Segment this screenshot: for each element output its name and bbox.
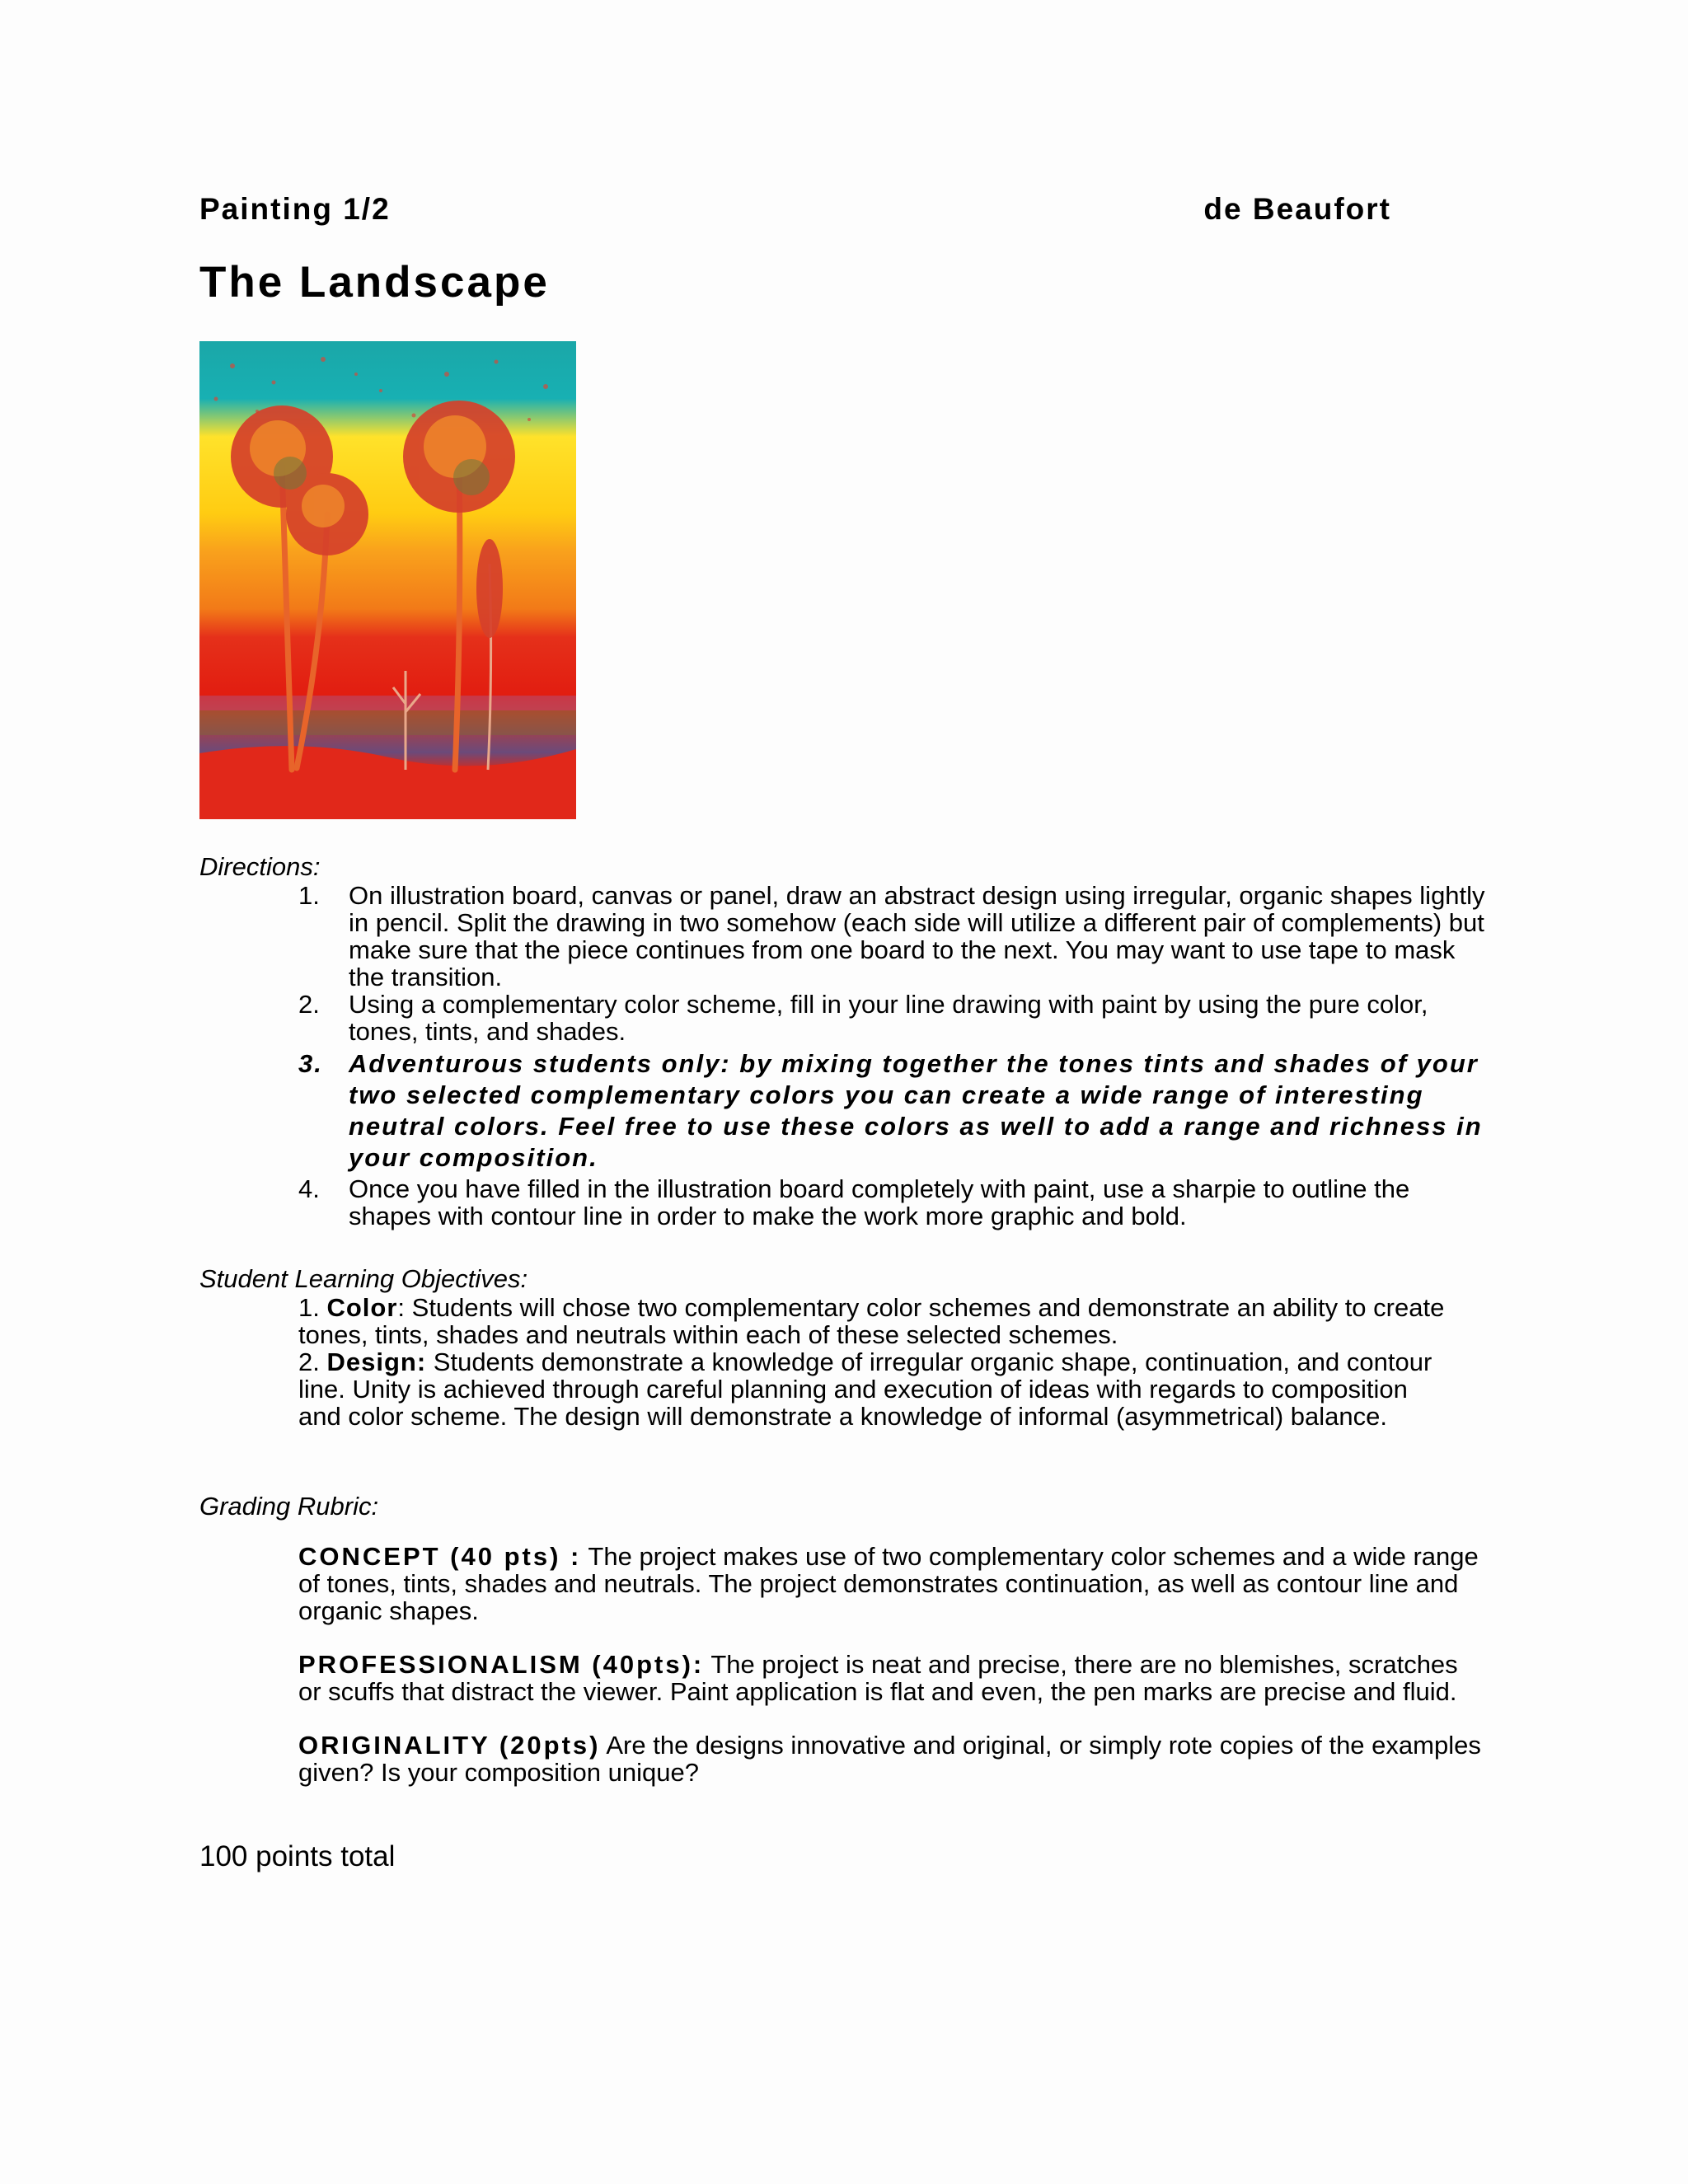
- rubric-text: Are the designs innovative and original, or simply rote copies of the examples given? Is your composition unique?: [298, 1731, 1481, 1787]
- list-number: 4.: [298, 1174, 320, 1203]
- page-title: The Landscape: [199, 258, 550, 307]
- objective-number: 1.: [298, 1293, 320, 1322]
- rubric-list: [298, 1543, 1485, 1812]
- list-item: [298, 882, 1485, 991]
- objective-text: : Students will chose two complementary color schemes and demonstrate an ability to create tones, tints, shades and neutrals within each of these selected schemes.: [298, 1293, 1445, 1349]
- teacher-name: de Beaufort: [1203, 192, 1391, 226]
- list-item: [298, 1175, 1485, 1230]
- rubric-term: CONCEPT (40 pts) :: [298, 1542, 582, 1571]
- list-text: Adventurous students only: by mixing together the tones tints and shades of your two selected complementary colors you can create a wide range of interesting neutral colors. Feel free to use these colors as well to add a range and richness in your composition.: [349, 1049, 1483, 1172]
- list-number: 1.: [298, 881, 320, 910]
- header-row: [199, 192, 1391, 238]
- list-number: 3.: [298, 1049, 323, 1078]
- list-item-adventurous: [298, 1048, 1485, 1174]
- course-name: Painting 1/2: [199, 192, 391, 226]
- rubric-term: ORIGINALITY (20pts): [298, 1731, 601, 1760]
- points-total: 100 points total: [199, 1840, 396, 1872]
- objectives-label: Student Learning Objectives:: [199, 1264, 528, 1293]
- objective-term: Design:: [326, 1347, 427, 1376]
- rubric-item-professionalism: [298, 1651, 1485, 1705]
- rubric-text: The project is neat and precise, there are no blemishes, scratches or scuffs that distract the viewer. Paint application is flat and even, the pen marks are precise and fluid.: [298, 1650, 1458, 1706]
- landscape-painting-image: [199, 341, 576, 819]
- rubric-term: PROFESSIONALISM (40pts):: [298, 1650, 705, 1679]
- rubric-item-originality: [298, 1732, 1485, 1786]
- objective-text: Students demonstrate a knowledge of irregular organic shape, continuation, and contour line. Unity is achieved through careful planning and execution of ideas with regards to composition and color scheme. The design will demonstrate a knowledge of informal (asymmetrical) balance.: [298, 1347, 1432, 1431]
- objectives-list: [298, 1294, 1452, 1430]
- objective-number: 2.: [298, 1347, 320, 1376]
- directions-label: Directions:: [199, 852, 321, 881]
- objective-item: [298, 1348, 1452, 1430]
- list-number: 2.: [298, 990, 320, 1019]
- rubric-label: Grading Rubric:: [199, 1492, 379, 1521]
- rubric-item-concept: [298, 1543, 1485, 1624]
- directions-list: [298, 882, 1485, 1230]
- list-item: [298, 991, 1485, 1045]
- objective-item: [298, 1294, 1452, 1348]
- list-text: Once you have filled in the illustration board completely with paint, use a sharpie to outline the shapes with contour line in order to make the work more graphic and bold.: [349, 1174, 1410, 1230]
- list-text: Using a complementary color scheme, fill in your line drawing with paint by using the pure color, tones, tints, and shades.: [349, 990, 1428, 1046]
- list-text: On illustration board, canvas or panel, draw an abstract design using irregular, organic shapes lightly in pencil. Split the drawing in two somehow (each side will utilize a different pair of complements) but make sure that the piece continues from one board to the next. You may want to use tape to mask the transition.: [349, 881, 1485, 991]
- rubric-text: The project makes use of two complementary color schemes and a wide range of tones, tints, shades and neutrals. The project demonstrates continuation, as well as contour line and organic shapes.: [298, 1542, 1479, 1625]
- objective-term: Color: [326, 1293, 398, 1322]
